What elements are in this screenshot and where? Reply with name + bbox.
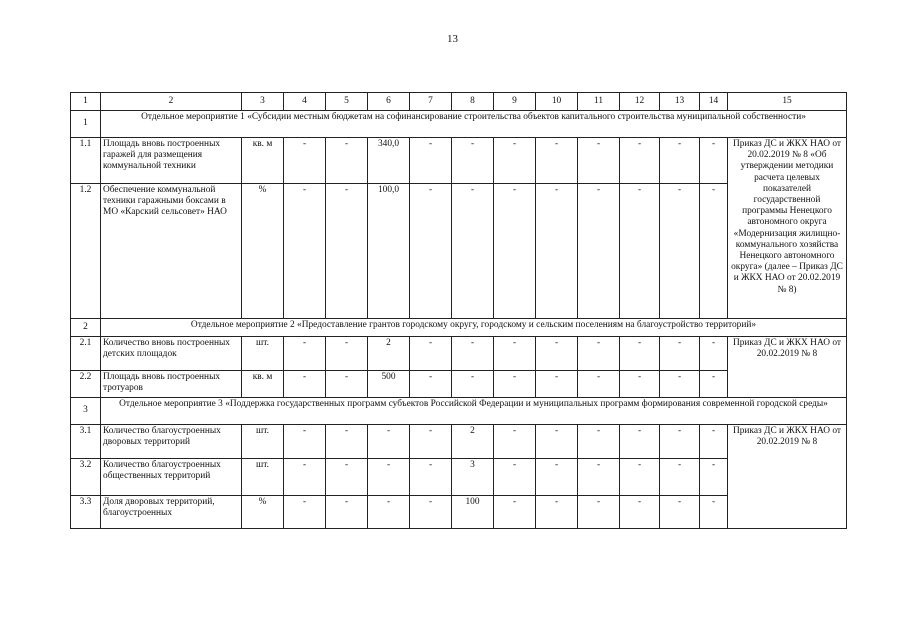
indicator-number: 3.2 [71,459,101,496]
indicator-value: - [368,459,410,496]
indicator-value: - [578,459,620,496]
indicator-value: - [410,371,452,398]
indicator-value: - [700,459,728,496]
indicator-value: - [578,184,620,319]
indicator-value: - [326,371,368,398]
indicator-unit: шт. [242,459,284,496]
indicator-value: - [410,425,452,459]
indicator-value: - [660,337,700,371]
indicator-value: - [536,184,578,319]
indicator-value: - [326,425,368,459]
column-number-cell: 9 [494,93,536,111]
column-number-cell: 2 [101,93,242,111]
indicator-value: - [494,138,536,184]
column-number-cell: 11 [578,93,620,111]
indicator-number: 2.2 [71,371,101,398]
indicator-value: - [620,337,660,371]
column-number-cell: 13 [660,93,700,111]
indicator-unit: шт. [242,425,284,459]
legal-basis-note: Приказ ДС и ЖКХ НАО от 20.02.2019 № 8 [728,337,847,398]
indicator-value: 340,0 [368,138,410,184]
indicator-value: - [368,425,410,459]
indicator-row [71,425,847,459]
column-number-cell: 12 [620,93,660,111]
indicators-table [70,92,847,529]
indicator-value: - [494,459,536,496]
column-number-cell: 7 [410,93,452,111]
indicator-value: - [700,184,728,319]
table-body [71,93,847,529]
indicator-value: - [452,184,494,319]
indicator-value: - [620,371,660,398]
indicator-number: 1.2 [71,184,101,319]
indicator-value: - [410,337,452,371]
indicator-value: - [410,184,452,319]
indicator-value: - [326,184,368,319]
indicator-value: - [494,425,536,459]
indicator-value: - [536,459,578,496]
column-number-cell: 1 [71,93,101,111]
indicator-value: - [578,337,620,371]
indicator-value: - [494,371,536,398]
indicator-unit: % [242,496,284,529]
indicator-value: 2 [368,337,410,371]
indicator-value: - [536,371,578,398]
section-row [71,398,847,425]
indicator-value: - [578,371,620,398]
column-number-cell: 15 [728,93,847,111]
indicator-name: Количество благоустроенных дворовых территорий [101,425,242,459]
indicator-value: 2 [452,425,494,459]
indicator-value: - [700,371,728,398]
indicator-value: - [578,496,620,529]
indicator-value: 100 [452,496,494,529]
indicator-value: - [452,337,494,371]
indicator-value: - [326,337,368,371]
indicator-value: - [494,184,536,319]
section-number: 1 [71,111,101,138]
legal-basis-note: Приказ ДС и ЖКХ НАО от 20.02.2019 № 8 [728,425,847,529]
indicator-unit: % [242,184,284,319]
indicator-value: - [700,138,728,184]
section-number: 3 [71,398,101,425]
indicator-name: Площадь вновь построенных тротуаров [101,371,242,398]
indicator-value: 100,0 [368,184,410,319]
section-title: Отдельное мероприятие 2 «Предоставление грантов городскому округу, городскому и сельским поселениям на благоустройство территорий» [101,319,847,337]
indicator-value: - [284,459,326,496]
indicator-value: - [326,496,368,529]
indicator-value: - [536,496,578,529]
indicator-name: Количество благоустроенных общественных территорий [101,459,242,496]
indicator-value: - [700,496,728,529]
indicator-value: - [578,425,620,459]
indicator-value: - [284,337,326,371]
indicator-value: 3 [452,459,494,496]
column-number-cell: 14 [700,93,728,111]
indicator-value: - [452,371,494,398]
indicator-value: - [284,425,326,459]
indicator-row [71,138,847,184]
indicator-value: - [620,425,660,459]
indicator-value: 500 [368,371,410,398]
indicator-value: - [620,496,660,529]
column-number-cell: 5 [326,93,368,111]
column-number-cell: 4 [284,93,326,111]
indicator-number: 1.1 [71,138,101,184]
section-title: Отдельное мероприятие 3 «Поддержка государственных программ субъектов Российской Федерации и муниципальных программ формирования современной городской среды» [101,398,847,425]
indicator-value: - [660,459,700,496]
indicator-number: 3.3 [71,496,101,529]
indicator-value: - [410,138,452,184]
column-number-cell: 10 [536,93,578,111]
indicator-value: - [536,425,578,459]
indicator-value: - [660,496,700,529]
indicator-value: - [326,459,368,496]
indicator-value: - [660,425,700,459]
indicator-name: Доля дворовых территорий, благоустроенных [101,496,242,529]
page-number: 13 [447,33,458,45]
indicator-value: - [660,184,700,319]
indicator-value: - [700,425,728,459]
indicator-name: Количество вновь построенных детских площадок [101,337,242,371]
indicator-value: - [494,337,536,371]
indicator-value: - [410,496,452,529]
indicator-value: - [536,138,578,184]
indicator-value: - [660,138,700,184]
indicator-value: - [700,337,728,371]
indicator-unit: кв. м [242,371,284,398]
indicator-value: - [620,459,660,496]
indicator-value: - [536,337,578,371]
indicator-number: 2.1 [71,337,101,371]
indicator-value: - [284,496,326,529]
indicator-value: - [410,459,452,496]
indicator-value: - [620,138,660,184]
indicator-value: - [284,138,326,184]
column-number-row [71,93,847,111]
column-number-cell: 6 [368,93,410,111]
indicator-name: Обеспечение коммунальной техники гаражными боксами в МО «Карский сельсовет» НАО [101,184,242,319]
legal-basis-note: Приказ ДС и ЖКХ НАО от 20.02.2019 № 8 «Об утверждении методики расчета целевых показателей государственной программы Ненецкого автономного округа «Модернизация жилищно-коммунального хозяйства Ненецкого автономного округа» (далее – Приказ ДС и ЖКХ НАО от 20.02.2019 № 8) [728,138,847,319]
indicator-value: - [452,138,494,184]
section-row [71,319,847,337]
indicator-unit: шт. [242,337,284,371]
section-row [71,111,847,138]
column-number-cell: 3 [242,93,284,111]
indicator-value: - [578,138,620,184]
indicator-value: - [620,184,660,319]
indicator-value: - [660,371,700,398]
indicator-unit: кв. м [242,138,284,184]
indicator-value: - [326,138,368,184]
indicator-value: - [284,184,326,319]
indicator-value: - [494,496,536,529]
indicator-value: - [368,496,410,529]
indicator-name: Площадь вновь построенных гаражей для размещения коммунальной техники [101,138,242,184]
indicator-row [71,337,847,371]
indicator-number: 3.1 [71,425,101,459]
indicator-value: - [284,371,326,398]
section-number: 2 [71,319,101,337]
section-title: Отдельное мероприятие 1 «Субсидии местным бюджетам на софинансирование строительства объектов капитального строительства муниципальной собственности» [101,111,847,138]
column-number-cell: 8 [452,93,494,111]
